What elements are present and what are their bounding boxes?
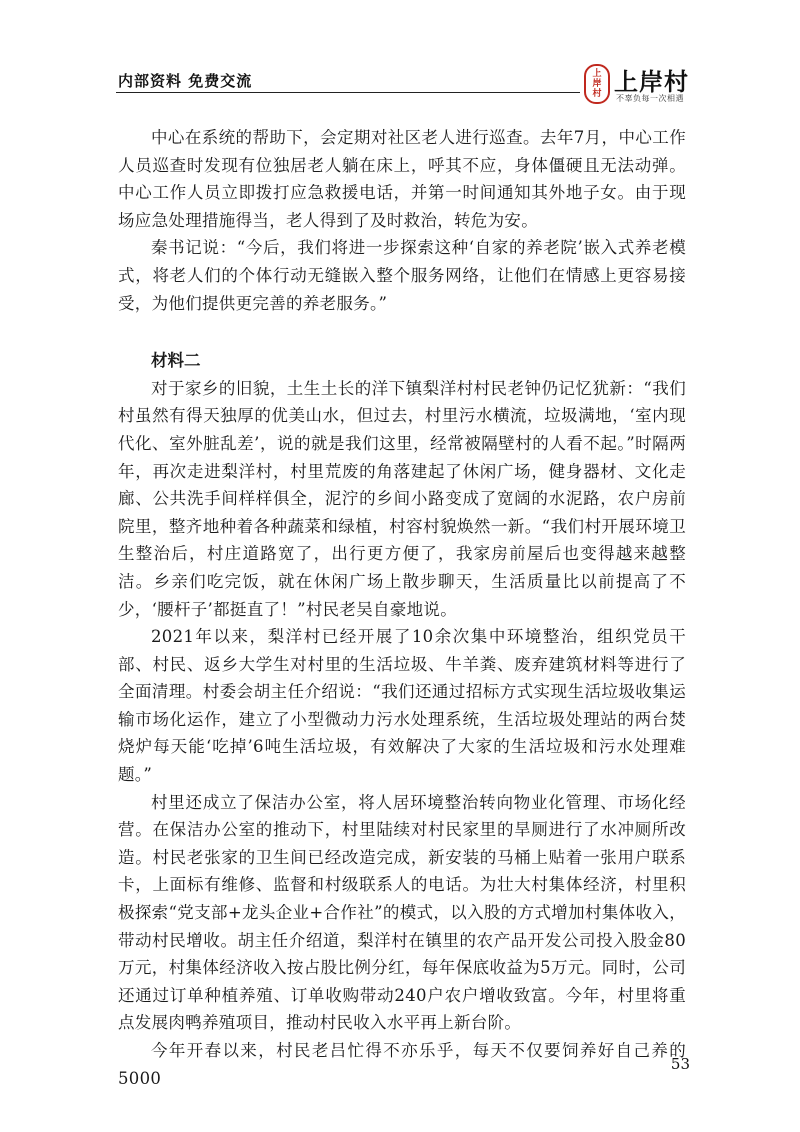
logo-seal-char: 上 xyxy=(592,69,602,79)
logo-name: 上岸村 xyxy=(614,68,689,96)
body-paragraph: 中心在系统的帮助下，会定期对社区老人进行巡查。去年7月，中心工作人员巡查时发现有位独居老人躺在床上，呼其不应，身体僵硬且无法动弹。中心工作人员立即拨打应急救援电话，并第一时间通知其外地子女。由于现场应急处理措施得当，老人得到了及时救治，转危为安。 xyxy=(118,128,686,230)
header-divider xyxy=(116,92,580,93)
header-title: 内部资料 免费交流 xyxy=(118,72,253,90)
logo-seal-icon xyxy=(584,64,610,104)
page-number: 53 xyxy=(670,1055,690,1073)
section-heading: 材料二 xyxy=(151,351,201,371)
logo-seal-char: 村 xyxy=(592,89,602,99)
page-body xyxy=(118,124,686,1092)
body-paragraph: 村里还成立了保洁办公室，将人居环境整治转向物业化管理、市场化经营。在保洁办公室的推动下，村里陆续对村民家里的旱厕进行了水冲厕所改造。村民老张家的卫生间已经改造完成，新安装的马桶上贴着一张用户联系卡，上面标有维修、监督和村级联系人的电话。为壮大村集体经济，村里积极探索“党支部+龙头企业+合作社”的模式，以入股的方式增加村集体收入，带动村民增收。胡主任介绍道，梨洋村在镇里的农产品开发公司投入股金80万元，村集体经济收入按占股比例分红，每年保底收益为5万元。同时，公司还通过订单种植养殖、订单收购带动240户农户增收致富。今年，村里将重点发展肉鸭养殖项目，推动村民收入水平再上新台阶。 xyxy=(118,792,686,1033)
page-header xyxy=(0,0,800,110)
body-paragraph: 对于家乡的旧貌，土生土长的洋下镇梨洋村村民老钟仍记忆犹新：“我们村虽然有得天独厚的优美山水，但过去，村里污水横流，垃圾满地，‘室内现代化、室外脏乱差’，说的就是我们这里，经常被隔壁村的人看不起。”时隔两年，再次走进梨洋村，村里荒废的角落建起了休闲广场，健身器材、文化走廊、公共洗手间样样俱全，泥泞的乡间小路变成了宽阔的水泥路，农户房前院里，整齐地种着各种蔬菜和绿植，村容村貌焕然一新。“我们村开展环境卫生整治后，村庄道路宽了，出行更方便了，我家房前屋后也变得越来越整洁。乡亲们吃完饭，就在休闲广场上散步聊天，生活质量比以前提高了不少，‘腰杆子’都挺直了！”村民老吴自豪地说。 xyxy=(118,378,686,619)
logo-seal-char: 岸 xyxy=(592,79,602,89)
body-paragraph: 2021年以来，梨洋村已经开展了10余次集中环境整治，组织党员干部、村民、返乡大学生对村里的生活垃圾、牛羊粪、废弃建筑材料等进行了全面清理。村委会胡主任介绍说：“我们还通过招标方式实现生活垃圾收集运输市场化运作，建立了小型微动力污水处理系统，生活垃圾处理站的两台焚烧炉每天能‘吃掉’6吨生活垃圾，有效解决了大家的生活垃圾和污水处理难题。” xyxy=(118,627,686,785)
body-paragraph: 秦书记说：“今后，我们将进一步探索这种‘自家的养老院’嵌入式养老模式，将老人们的个体行动无缝嵌入整个服务网络，让他们在情感上更容易接受，为他们提供更完善的养老服务。” xyxy=(118,238,686,313)
body-paragraph: 今年开春以来，村民老吕忙得不亦乐乎，每天不仅要饲养好自己养的5000 xyxy=(118,1041,686,1088)
logo-slogan: 不辜负每一次相遇 xyxy=(616,94,684,103)
